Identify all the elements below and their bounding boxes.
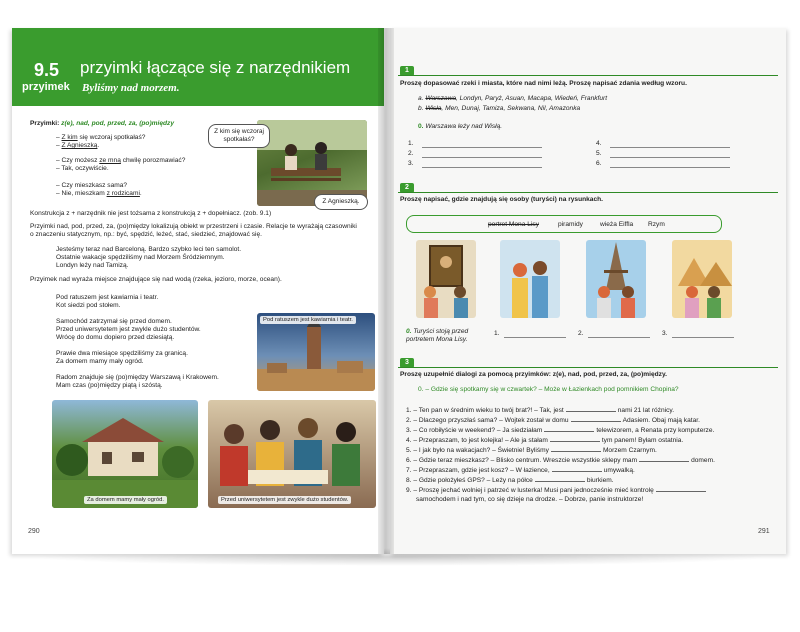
- page-number-right: 291: [758, 528, 770, 535]
- exercise-1-badge: 1: [400, 66, 414, 76]
- dialog-item: 6. – Gdzie teraz mieszkasz? – Blisko centrum. Wreszcie wszystkie sklepy mam domem.: [406, 457, 715, 464]
- example-line: Radom znajduje się (po)między Warszawą i Krakowem.: [56, 374, 219, 381]
- lesson-title: przyimki łączące się z narzędnikiem: [80, 58, 351, 77]
- mona-lisa-illustration: [416, 240, 476, 318]
- answer-line-6[interactable]: [610, 167, 730, 168]
- note-prepositions-b: o znaczeniu statycznym, np.: być, spędzić, leżeć, stać, siedzieć, znajdować się.: [30, 231, 262, 238]
- speech-bubble-question: Z kim się wczoraj spotkałaś?: [208, 124, 270, 148]
- exercise-1-example: 0. Warszawa leży nad Wisłą.: [418, 123, 503, 130]
- word-bank-item: wieża Eiffla: [600, 221, 634, 228]
- word-bank-item: Rzym: [648, 221, 665, 228]
- exercise-divider: [398, 75, 778, 76]
- mona-lisa-picture: [416, 240, 476, 318]
- dialog-line: – Z kim się wczoraj spotkałaś?: [56, 134, 146, 141]
- tower-illustration: [257, 313, 375, 391]
- answer-line[interactable]: [672, 337, 734, 338]
- book-spine: [378, 28, 394, 554]
- students-photo: [208, 400, 376, 508]
- answer-line-4[interactable]: [610, 147, 730, 148]
- pyramids-illustration: [672, 240, 732, 318]
- dialog-line: – Czy możesz ze mną chwilę porozmawiać?: [56, 157, 186, 164]
- answer-number: 6.: [596, 160, 602, 167]
- exercise-1-cities: a. Warszawa, Londyn, Paryż, Asuan, Macapa, Wiedeń, Frankfurt: [418, 95, 608, 102]
- answer-blank[interactable]: [544, 426, 594, 432]
- tourists-illustration-2: [500, 240, 560, 318]
- dialog-item: 3. – Co robiłyście w weekend? – Ja siedziałam telewizorem, a Renata przy komputerze.: [406, 427, 715, 434]
- answer-blank[interactable]: [639, 456, 689, 462]
- answer-blank[interactable]: [656, 486, 706, 492]
- intro-label: Przyimki:: [30, 120, 60, 127]
- dialog-item: 9. – Proszę jechać wolniej i patrzeć w lusterka! Musi pani jednocześnie mieć kontrolę: [406, 486, 708, 495]
- answer-line[interactable]: [588, 337, 650, 338]
- exercise-1-rivers: b. Wisła, Men, Dunaj, Tamiza, Sekwana, Nil, Amazonka: [418, 105, 581, 112]
- note-construction: Konstrukcja z + narzędnik nie jest tożsama z konstrukcją z + dopełniacz. (zob. 9.1): [30, 210, 272, 217]
- eiffel-tower-illustration: [586, 240, 646, 318]
- students-illustration: [208, 400, 376, 508]
- photo-caption: Pod ratuszem jest kawiarnia i teatr.: [260, 316, 356, 324]
- exercise-1-instruction: Proszę dopasować rzeki i miasta, które nad nimi leżą. Proszę napisać zdania według wzoru.: [400, 80, 687, 87]
- dialog-item: 2. – Dlaczego przyszłaś sama? – Wojtek został w domu Adasiem. Obaj mają katar.: [406, 417, 700, 424]
- answer-blank[interactable]: [550, 436, 600, 442]
- answer-number: 3.: [408, 160, 414, 167]
- answer-line-5[interactable]: [610, 157, 730, 158]
- house-illustration: [52, 400, 198, 508]
- word-bank-item: portret Mona Lisy: [488, 221, 539, 228]
- example-line: Pod ratuszem jest kawiarnia i teatr.: [56, 294, 159, 301]
- exercise-divider: [398, 192, 778, 193]
- exercise-3-badge: 3: [400, 358, 414, 368]
- exercise-divider: [398, 367, 778, 368]
- dialog-item: 5. – I jak było na wakacjach? – Świetnie! Byliśmy Morzem Czarnym.: [406, 447, 657, 454]
- dialog-item-continuation: samochodem i nad tym, co się dzieje na drodze. – Dobrze, panie instruktorze!: [416, 496, 644, 503]
- note-prepositions-a: Przyimki nad, pod, przed, za, (po)między lokalizują obiekt w przestrzeni i czasie. Relacje te wyrażają czasowniki: [30, 223, 357, 230]
- dialog-item: 7. – Przepraszam, gdzie jest kosz? – W łazience, umywalką.: [406, 467, 635, 474]
- left-page: [12, 28, 384, 554]
- word-bank-item: piramidy: [558, 221, 583, 228]
- answer-number: 1.: [494, 330, 500, 337]
- answer-line-3[interactable]: [422, 167, 542, 168]
- answer-blank[interactable]: [552, 466, 602, 472]
- answer-line-1[interactable]: [422, 147, 542, 148]
- dialog-item: 1. – Ten pan w średnim wieku to twój brat?! – Tak, jest nami 21 lat różnicy.: [406, 407, 675, 414]
- example-line: Londyn leży nad Tamizą.: [56, 262, 129, 269]
- example-line: Jesteśmy teraz nad Barceloną. Bardzo szybko leci ten samolot.: [56, 246, 242, 253]
- example-line: Za domem mamy mały ogród.: [56, 358, 144, 365]
- exercise-2-example: 0. Turyści stoją przed portretem Mona Lisy.: [406, 328, 469, 343]
- dialog-item: 4. – Przepraszam, to jest kolejka! – Ale ja stałam tym panem! Byłam ostatnia.: [406, 437, 684, 444]
- example-line: Przed uniwersytetem jest zwykle dużo studentów.: [56, 326, 201, 333]
- answer-number: 2.: [408, 150, 414, 157]
- example-line: Prawie dwa miesiące spędziliśmy za granicą.: [56, 350, 188, 357]
- exercise-3-example: 0. – Gdzie się spotkamy się w czwartek? – Może w Łazienkach pod pomnikiem Chopina?: [418, 386, 679, 393]
- open-textbook: [12, 28, 788, 558]
- town-hall-tower-photo: [257, 313, 375, 391]
- answer-blank[interactable]: [571, 416, 621, 422]
- intro-list: z(e), nad, pod, przed, za, (po)między: [61, 120, 175, 127]
- dialog-line: – Tak, oczywiście.: [56, 165, 109, 172]
- page-number-left: 290: [28, 528, 40, 535]
- dialog-line: – Z Agnieszką.: [56, 142, 100, 149]
- eiffel-tower-picture: [586, 240, 646, 318]
- example-line: Wrócę do domu dopiero przed dziesiątą.: [56, 334, 175, 341]
- dialog-item: 8. – Gdzie położyłeś GPS? – Leży na półce biurkiem.: [406, 477, 614, 484]
- speech-bubble-answer: Z Agnieszką.: [314, 194, 368, 210]
- lesson-number: 9.5: [34, 60, 60, 80]
- right-page: [390, 28, 786, 554]
- lesson-subtitle: Byliśmy nad morzem.: [82, 82, 180, 94]
- answer-number: 1.: [408, 140, 414, 147]
- exercise-3-instruction: Proszę uzupełnić dialogi za pomocą przyimków: z(e), nad, pod, przed, za, (po)między.: [400, 371, 667, 378]
- lesson-tag: przyimek: [22, 81, 70, 93]
- answer-number: 2.: [578, 330, 584, 337]
- dialog-line: – Czy mieszkasz sama?: [56, 182, 128, 189]
- example-line: Samochód zatrzymał się przed domem.: [56, 318, 172, 325]
- answer-blank[interactable]: [551, 446, 601, 452]
- answer-number: 4.: [596, 140, 602, 147]
- pyramids-picture: [672, 240, 732, 318]
- answer-number: 5.: [596, 150, 602, 157]
- answer-blank[interactable]: [566, 406, 616, 412]
- lesson-header: [12, 28, 384, 106]
- example-line: Kot siedzi pod stołem.: [56, 302, 121, 309]
- photo-caption: Przed uniwersytetem jest zwykle dużo studentów.: [218, 496, 351, 504]
- note-nad: Przyimek nad wyraża miejsce znajdujące się nad wodą (rzeka, jezioro, morze, ocean).: [30, 276, 282, 283]
- answer-line-2[interactable]: [422, 157, 542, 158]
- answer-number: 3.: [662, 330, 668, 337]
- answer-blank[interactable]: [535, 476, 585, 482]
- exercise-2-instruction: Proszę napisać, gdzie znajdują się osoby (turyści) na rysunkach.: [400, 196, 604, 203]
- intro-line: [30, 120, 174, 128]
- answer-line[interactable]: [504, 337, 566, 338]
- dialog-line: – Nie, mieszkam z rodzicami.: [56, 190, 142, 197]
- photo-caption: Za domem mamy mały ogród.: [84, 496, 167, 504]
- tourists-picture-2: [500, 240, 560, 318]
- example-line: Mam czas (po)między piątą i szóstą.: [56, 382, 163, 389]
- exercise-2-badge: 2: [400, 183, 414, 193]
- example-line: Ostatnie wakacje spędziliśmy nad Morzem Śródziemnym.: [56, 254, 225, 261]
- house-garden-photo: [52, 400, 198, 508]
